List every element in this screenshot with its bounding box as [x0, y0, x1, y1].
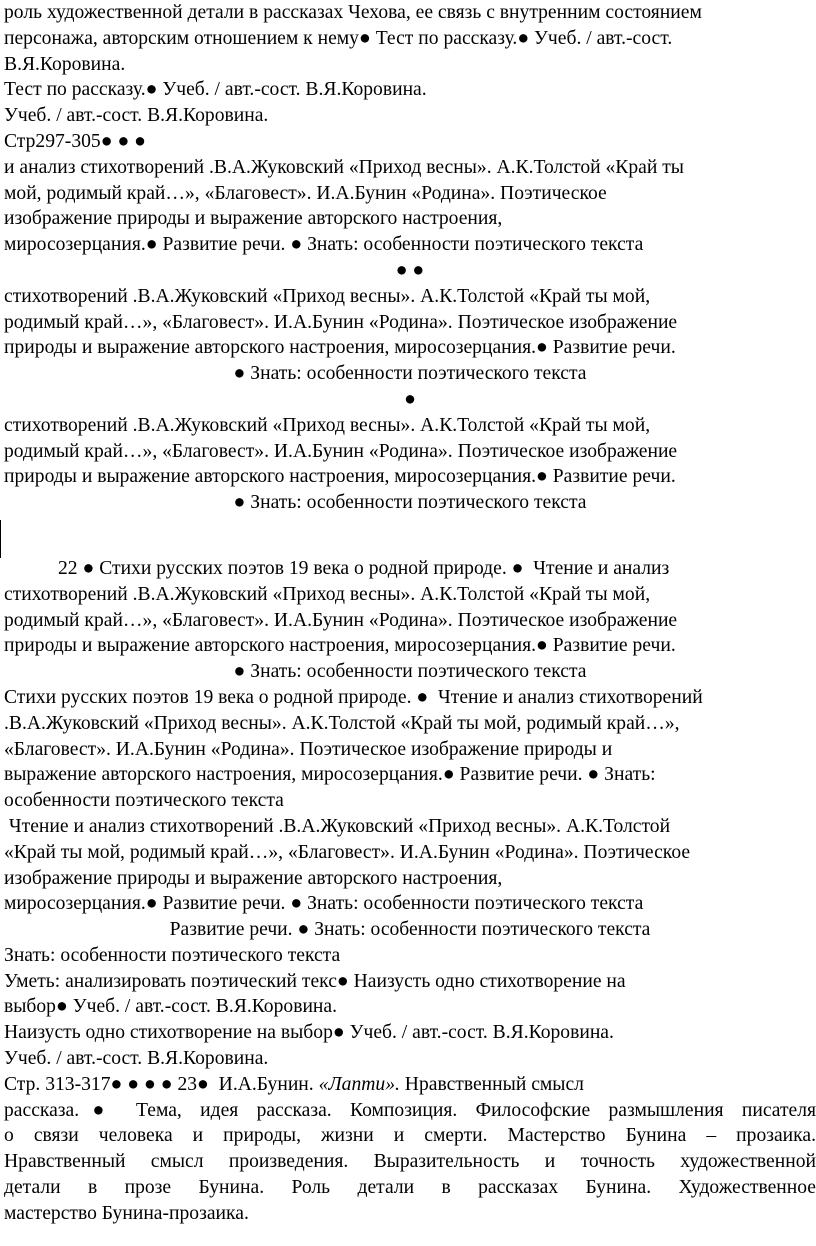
bullet-line: ● ●: [395, 259, 425, 281]
text-line: ● Знать: особенности поэтического текста: [233, 661, 587, 683]
text-line: ● Знать: особенности поэтического текста: [233, 492, 587, 514]
text-line: ● Знать: особенности поэтического текста: [233, 363, 587, 385]
text-line: Учеб. / авт.-сост. В.Я.Коровина.: [4, 105, 269, 127]
text-line: природы и выражение авторского настроения, миросозерцания.● Развитие речи.: [4, 466, 676, 488]
bullet-line: ●: [404, 388, 416, 410]
text-line: родимый край…», «Благовест». И.А.Бунин «Родина». Поэтическое изображение: [4, 440, 678, 462]
text-line: родимый край…», «Благовест». И.А.Бунин «Родина». Поэтическое изображение: [4, 609, 678, 631]
text-cursor: [0, 520, 1, 558]
text-line: 22 ● Стихи русских поэтов 19 века о родной природе. ● Чтение и анализ: [58, 557, 670, 579]
text-line: Учеб. / авт.-сост. В.Я.Коровина.: [4, 1048, 269, 1070]
text-line: мастерство Бунина-прозаика.: [4, 1202, 249, 1224]
text-line: стихотворений .В.А.Жуковский «Приход весны». А.К.Толстой «Край ты мой,: [4, 285, 651, 307]
text-line: изображение природы и выражение авторского настроения,: [4, 208, 503, 230]
text-line: Знать: особенности поэтического текста: [4, 944, 341, 966]
text-line: [4, 1072, 816, 1098]
text-line: Уметь: анализировать поэтический текс● Наизусть одно стихотворение на: [4, 970, 626, 992]
text-segment: Нравственный смысл: [399, 1073, 584, 1095]
text-line: .В.А.Жуковский «Приход весны». А.К.Толстой «Край ты мой, родимый край…»,: [4, 712, 680, 734]
text-line: «Благовест». И.А.Бунин «Родина». Поэтическое изображение природы и: [4, 738, 613, 760]
text-line: Развитие речи. ● Знать: особенности поэтического текста: [169, 919, 651, 941]
text-line: и анализ стихотворений .В.А.Жуковский «Приход весны». А.К.Толстой «Край ты: [4, 156, 684, 178]
text-line: изображение природы и выражение авторского настроения,: [4, 867, 503, 889]
text-line: природы и выражение авторского настроения, миросозерцания.● Развитие речи.: [4, 635, 676, 657]
text-line: миросозерцания.● Развитие речи. ● Знать: особенности поэтического текста: [4, 893, 644, 915]
justified-line: рассказа.● Тема, идея рассказа. Композиция. Философские размышления писателя: [4, 1099, 816, 1121]
justified-line: о связи человека и природы, жизни и смерти. Мастерство Бунина – прозаика.: [4, 1125, 816, 1147]
text-line: Наизусть одно стихотворение на выбор● Учеб. / авт.-сост. В.Я.Коровина.: [4, 1022, 614, 1044]
text-line: Чтение и анализ стихотворений .В.А.Жуковский «Приход весны». А.К.Толстой: [4, 815, 671, 837]
justified-line: детали в прозе Бунина. Роль детали в рассказах Бунина. Художественное: [4, 1177, 816, 1199]
text-line: Стр297-305● ● ●: [4, 130, 147, 152]
text-line: В.Я.Коровина.: [4, 53, 126, 75]
text-line: природы и выражение авторского настроения, миросозерцания.● Развитие речи.: [4, 337, 676, 359]
text-line: стихотворений .В.А.Жуковский «Приход весны». А.К.Толстой «Край ты мой,: [4, 583, 651, 605]
text-line: выражение авторского настроения, миросозерцания.● Развитие речи. ● Знать:: [4, 764, 656, 786]
text-line: Тест по рассказу.● Учеб. / авт.-сост. В.Я.Коровина.: [4, 79, 427, 101]
text-line: стихотворений .В.А.Жуковский «Приход весны». А.К.Толстой «Край ты мой,: [4, 414, 651, 436]
text-line: персонажа, авторским отношением к нему● Тест по рассказу.● Учеб. / авт.-сост.: [4, 27, 673, 49]
text-line: роль художественной детали в рассказах Чехова, ее связь с внутренним состоянием: [4, 2, 702, 23]
document-page: [4, 0, 816, 1227]
story-title: «Лапти».: [318, 1073, 400, 1095]
text-line: родимый край…», «Благовест». И.А.Бунин «Родина». Поэтическое изображение: [4, 311, 678, 333]
text-line: «Край ты мой, родимый край…», «Благовест». И.А.Бунин «Родина». Поэтическое: [4, 841, 691, 863]
blank-gap: [4, 516, 816, 556]
text-segment: Стр. 313-317● ● ● ● 23● И.А.Бунин.: [4, 1073, 319, 1095]
justified-line: Нравственный смысл произведения. Выразительность и точность художественной: [4, 1151, 816, 1173]
text-line: миросозерцания.● Развитие речи. ● Знать: особенности поэтического текста: [4, 234, 644, 256]
text-line: мой, родимый край…», «Благовест». И.А.Бунин «Родина». Поэтическое: [4, 182, 607, 204]
text-line: особенности поэтического текста: [4, 790, 284, 812]
text-line: выбор● Учеб. / авт.-сост. В.Я.Коровина.: [4, 996, 338, 1018]
text-line: Стихи русских поэтов 19 века о родной природе. ● Чтение и анализ стихотворений: [4, 686, 703, 708]
